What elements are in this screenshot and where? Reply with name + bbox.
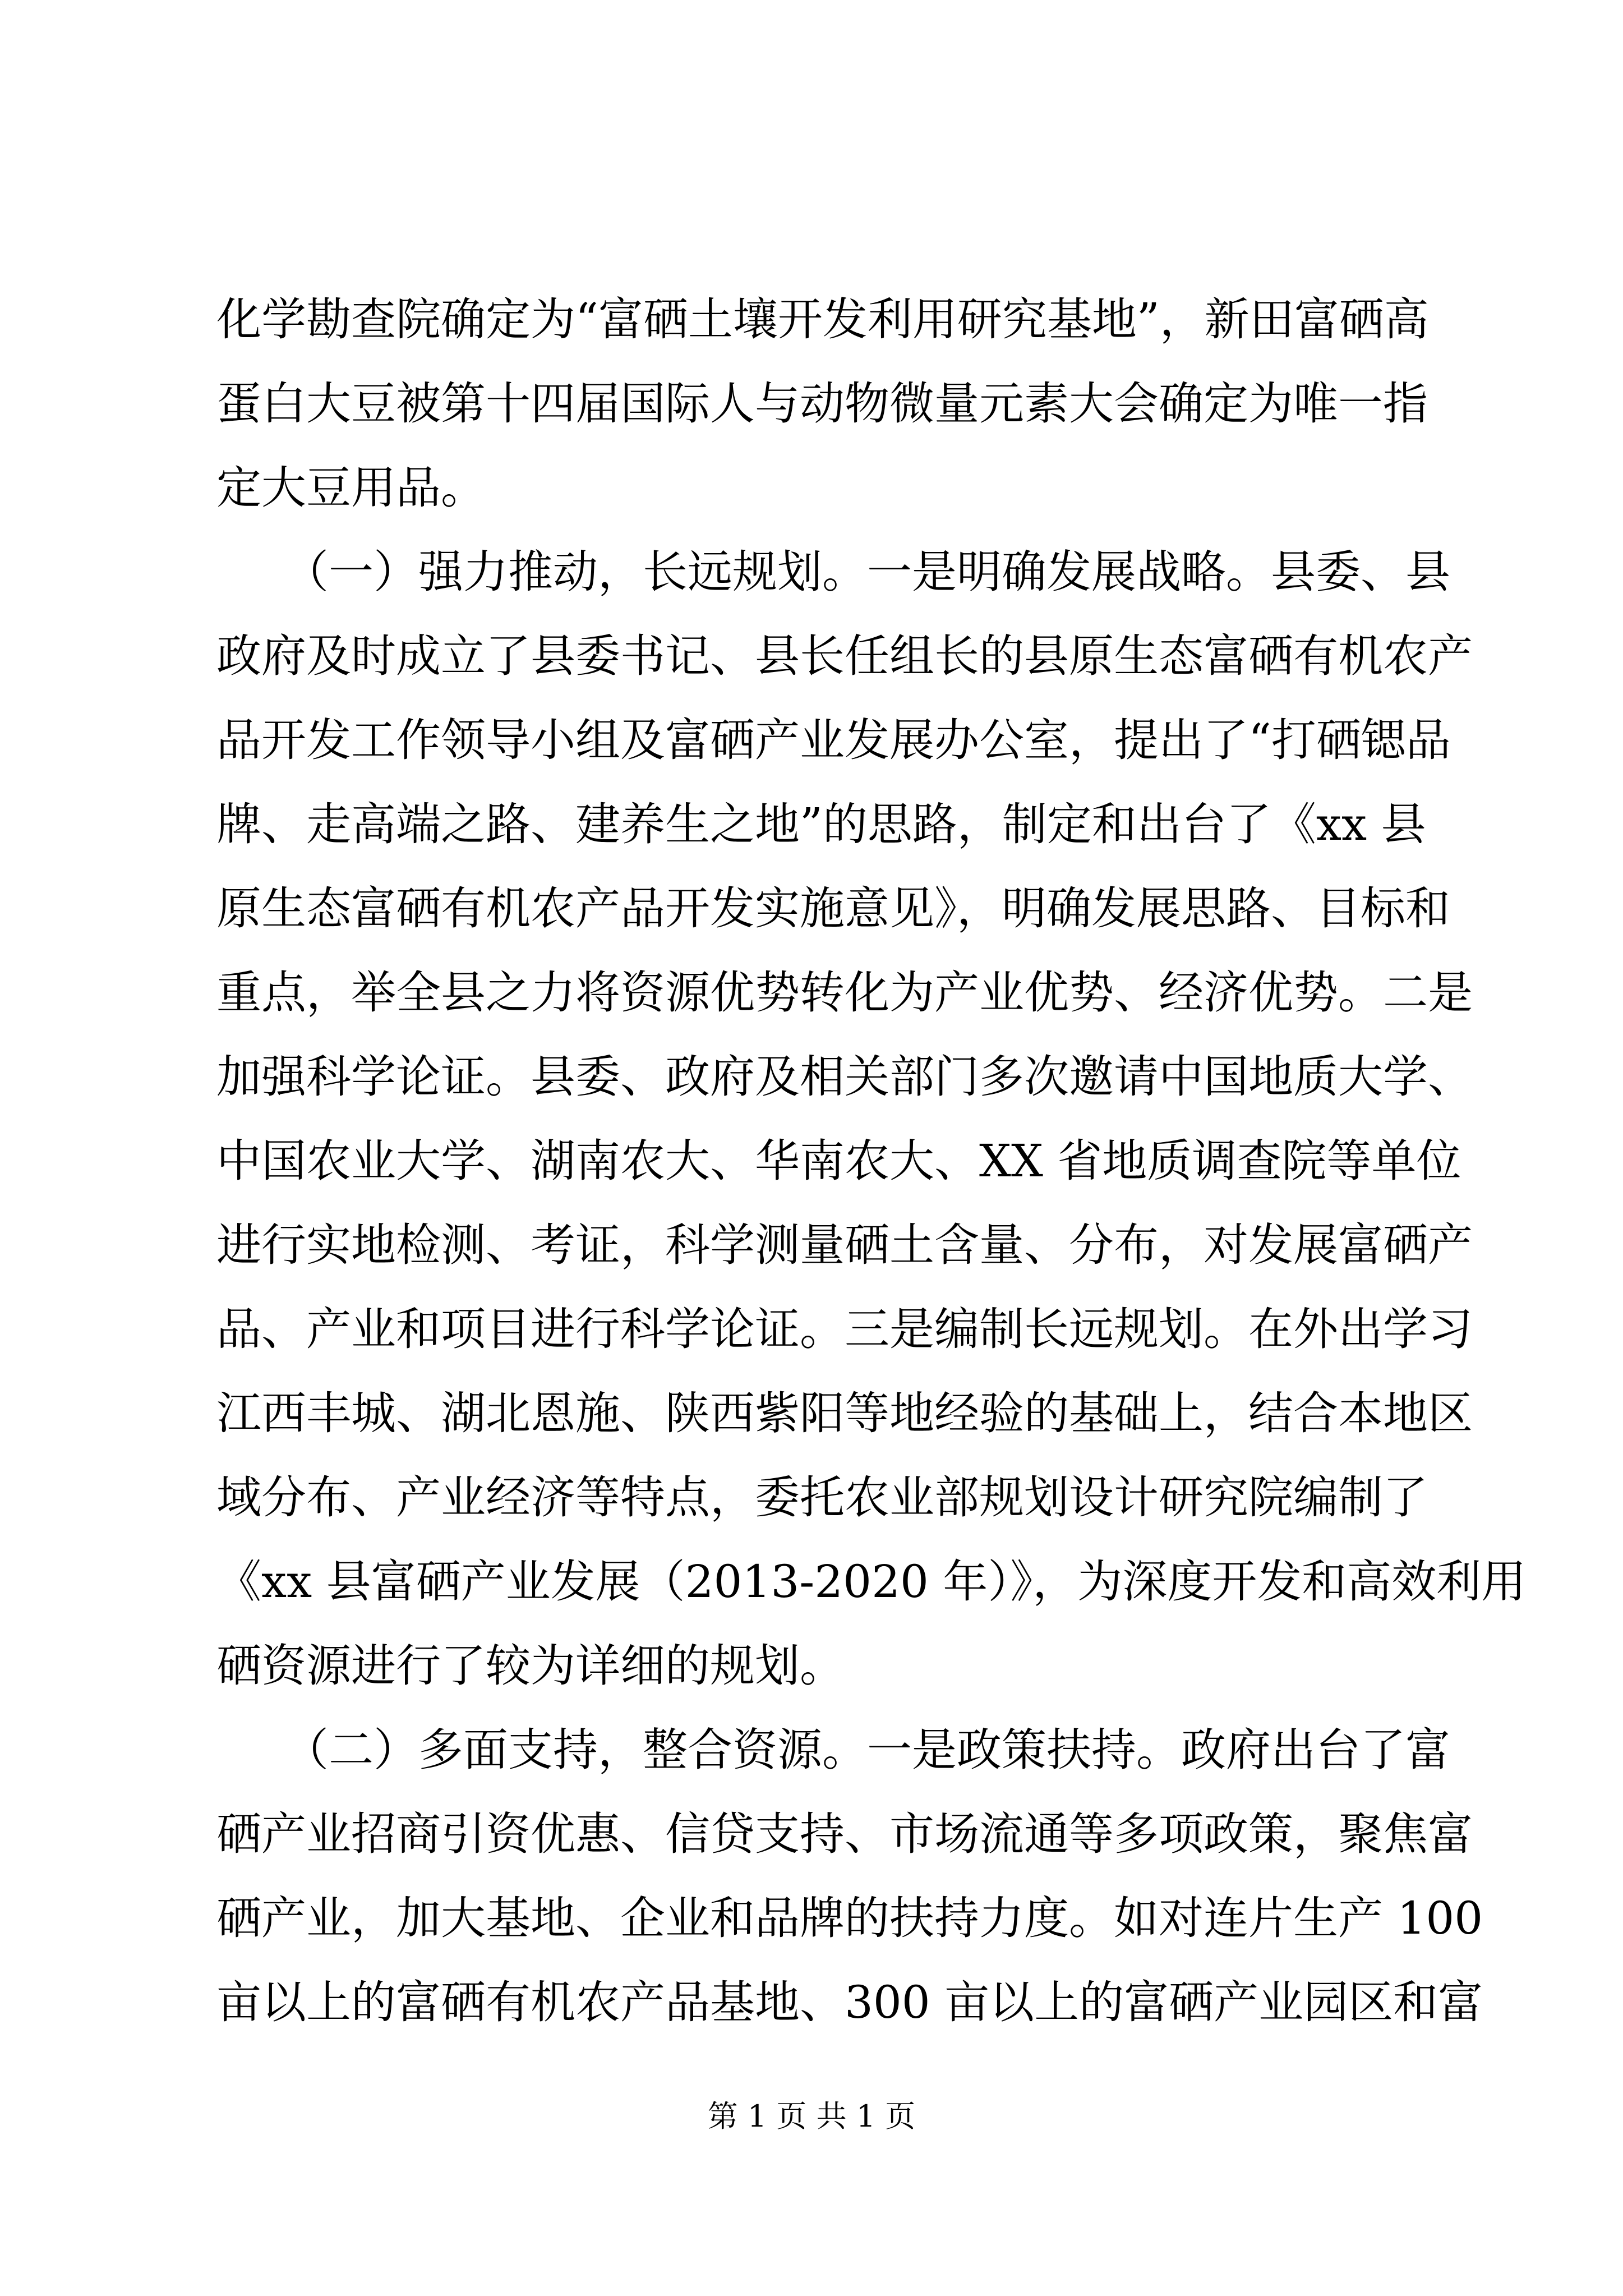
text-line: 化学勘查院确定为“富硒土壤开发利用研究基地”，新田富硒高 [216,293,1429,346]
text-line: 定大豆用品。 [216,462,486,514]
text-line: 政府及时成立了县委书记、县长任组长的县原生态富硒有机农产 [216,630,1473,682]
document-body [216,278,1527,2045]
text-line: 蛋白大豆被第十四届国际人与动物微量元素大会确定为唯一指 [216,378,1428,430]
text-line: 原生态富硒有机农产品开发实施意见》，明确发展思路、目标和 [216,882,1450,935]
text-line: 中国农业大学、湖南农大、华南农大、XX 省地质调查院等单位 [216,1135,1461,1187]
text-line: 进行实地检测、考证，科学测量硒土含量、分布，对发展富硒产 [216,1219,1473,1271]
page-footer [0,2097,1623,2136]
paragraph [216,530,1527,1708]
text-line: 江西丰城、湖北恩施、陕西紫阳等地经验的基础上，结合本地区 [216,1387,1473,1439]
text-line: （一）强力推动，长远规划。一是明确发展战略。县委、县 [216,546,1450,598]
page-number-label: 第 1 页 共 1 页 [707,2099,916,2134]
text-line: 品开发工作领导小组及富硒产业发展办公室，提出了“打硒锶品 [216,714,1451,766]
text-line: 硒资源进行了较为详细的规划。 [216,1640,845,1692]
text-line: 品、产业和项目进行科学论证。三是编制长远规划。在外出学习 [216,1303,1473,1355]
text-line: 亩以上的富硒有机农产品基地、300 亩以上的富硒产业园区和富 [216,1976,1483,2028]
text-line: 硒产业招商引资优惠、信贷支持、市场流通等多项政策，聚焦富 [216,1808,1473,1860]
text-line: 加强科学论证。县委、政府及相关部门多次邀请中国地质大学、 [216,1051,1473,1103]
text-line: 硒产业，加大基地、企业和品牌的扶持力度。如对连片生产 100 [216,1892,1483,1944]
paragraph [216,1708,1483,2045]
text-line: （二）多面支持，整合资源。一是政策扶持。政府出台了富 [216,1724,1450,1776]
text-line: 重点，举全县之力将资源优势转化为产业优势、经济优势。二是 [216,967,1473,1019]
text-line: 牌、走高端之路、建养生之地”的思路，制定和出台了《xx 县 [216,798,1426,850]
text-line: 域分布、产业经济等特点，委托农业部规划设计研究院编制了 [216,1471,1428,1524]
text-line: 《xx 县富硒产业发展（2013-2020 年）》，为深度开发和高效利用 [216,1556,1527,1608]
paragraph [216,278,1429,530]
